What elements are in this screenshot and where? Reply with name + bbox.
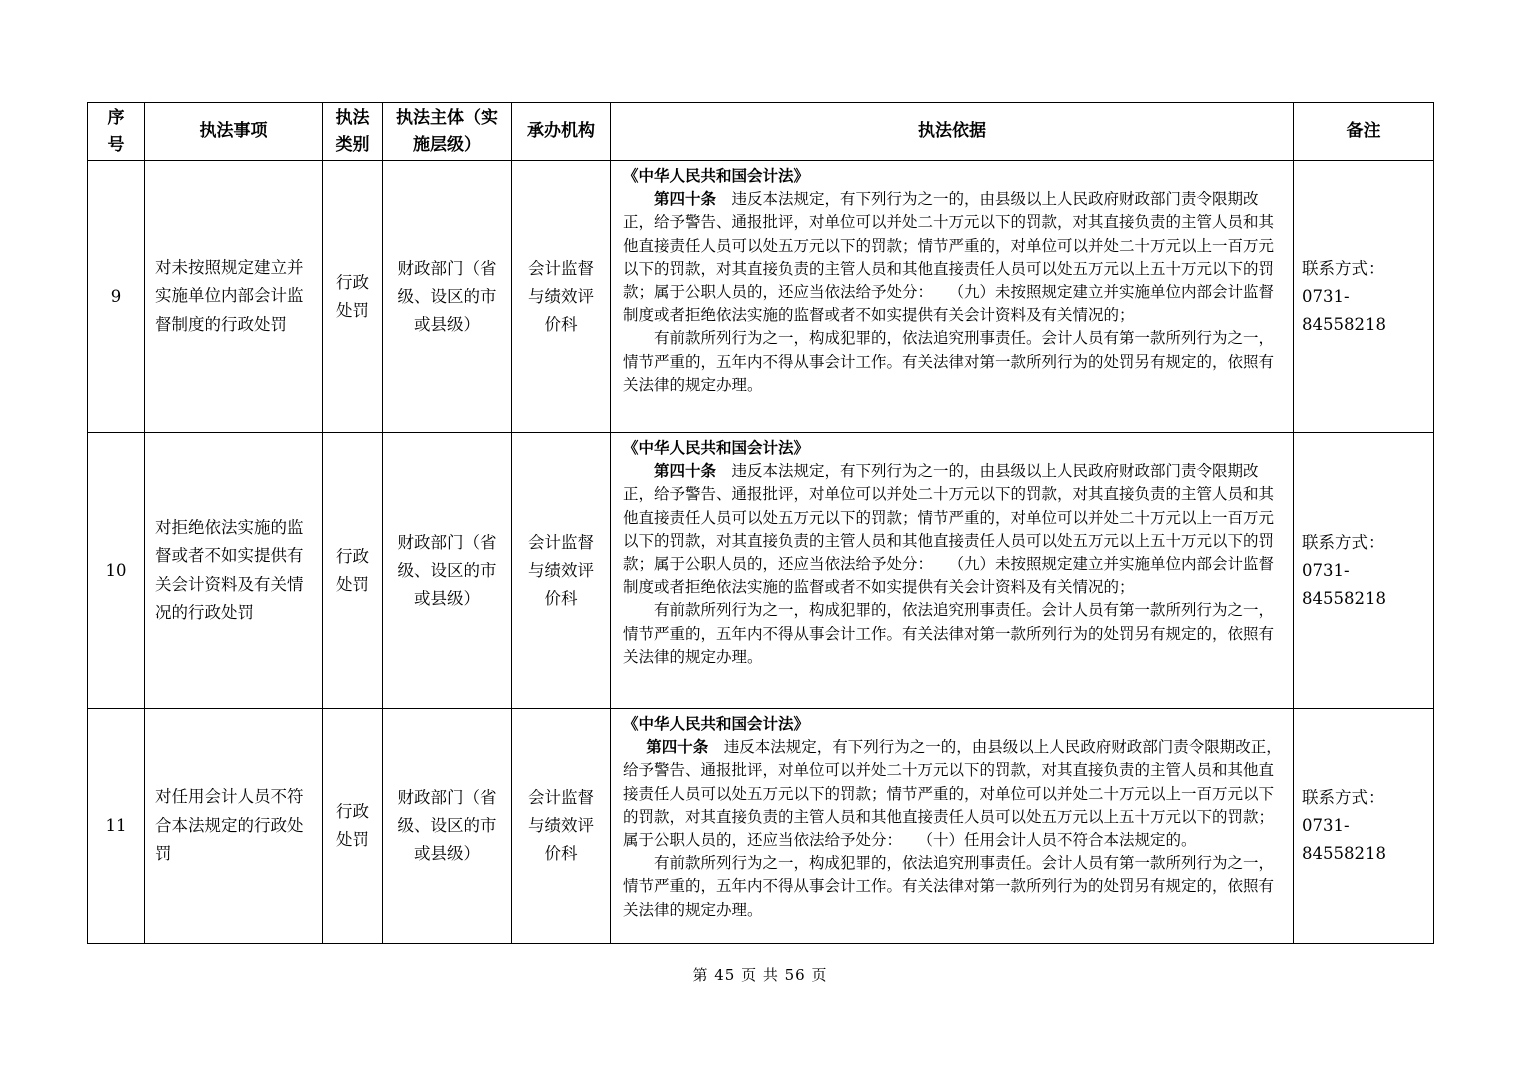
article-text: 违反本法规定，有下列行为之一的，由县级以上人民政府财政部门责令限期改正，给予警告、通报批评，对单位可以并处二十万元以下的罚款，对其直接负责的主管人员和其他直接责任人员可以处五万元以下的罚款；情节严重的，对单位可以并处二十万元以上一百万元以下的罚款，对其直接负责的主管人员和其他直接责任人员可以处五万元以上五十万元以下的罚款；属于公职人员的，还应当依法给予处分： （九）未按照规定建立并实施单位内部会计监督制度或者拒绝依法实施的监督或者不如实提供有关会计资料及有关情况的； <box>623 462 1275 597</box>
cell-item: 对未按照规定建立并实施单位内部会计监督制度的行政处罚 <box>145 161 323 433</box>
cell-category: 行政处罚 <box>323 433 383 709</box>
contact-phone: 0731-84558218 <box>1302 286 1386 334</box>
article-number: 第四十条 <box>654 189 717 209</box>
cell-subject: 财政部门（省级、设区的市或县级） <box>383 161 512 433</box>
cell-agency: 会计监督与绩效评价科 <box>512 709 611 944</box>
header-basis: 执法依据 <box>611 103 1294 161</box>
cell-agency: 会计监督与绩效评价科 <box>512 433 611 709</box>
header-item: 执法事项 <box>145 103 323 161</box>
cell-seq: 9 <box>88 161 145 433</box>
contact-label: 联系方式： <box>1302 532 1385 552</box>
cell-remark <box>1294 161 1434 433</box>
table-row <box>88 433 1434 709</box>
table-row <box>88 161 1434 433</box>
cell-basis <box>611 161 1294 433</box>
header-remark: 备注 <box>1294 103 1434 161</box>
contact-phone: 0731-84558218 <box>1302 816 1386 863</box>
article-paragraph: 有前款所列行为之一，构成犯罪的，依法追究刑事责任。会计人员有第一款所列行为之一，情节严重的，五年内不得从事会计工作。有关法律对第一款所列行为的处罚另有规定的，依照有关法律的规定办理。 <box>623 329 1275 394</box>
article-text: 违反本法规定，有下列行为之一的，由县级以上人民政府财政部门责令限期改正，给予警告、通报批评，对单位可以并处二十万元以下的罚款，对其直接负责的主管人员和其他直接责任人员可以处五万元以下的罚款；情节严重的，对单位可以并处二十万元以上一百万元以下的罚款，对其直接负责的主管人员和其他直接责任人员可以处五万元以上五十万元以下的罚款；属于公职人员的，还应当依法给予处分： （九）未按照规定建立并实施单位内部会计监督制度或者拒绝依法实施的监督或者不如实提供有关会计资料及有关情况的； <box>623 190 1275 325</box>
cell-remark <box>1294 709 1434 944</box>
contact-label: 联系方式： <box>1302 258 1385 278</box>
article-paragraph: 有前款所列行为之一，构成犯罪的，依法追究刑事责任。会计人员有第一款所列行为之一，情节严重的，五年内不得从事会计工作。有关法律对第一款所列行为的处罚另有规定的，依照有关法律的规定办理。 <box>623 601 1275 666</box>
article-number: 第四十条 <box>646 737 709 757</box>
cell-subject: 财政部门（省级、设区的市或县级） <box>383 709 512 944</box>
cell-basis <box>611 709 1294 944</box>
table-row <box>88 709 1434 944</box>
cell-basis <box>611 433 1294 709</box>
cell-agency: 会计监督与绩效评价科 <box>512 161 611 433</box>
cell-subject: 财政部门（省级、设区的市或县级） <box>383 433 512 709</box>
law-title: 《中华人民共和国会计法》 <box>623 438 810 457</box>
cell-category: 行政处罚 <box>323 161 383 433</box>
cell-category: 行政处罚 <box>323 709 383 944</box>
cell-seq: 10 <box>88 433 145 709</box>
header-subject: 执法主体（实施层级） <box>383 103 512 161</box>
contact-label: 联系方式： <box>1302 788 1385 807</box>
header-seq: 序号 <box>88 103 145 161</box>
article-paragraph: 有前款所列行为之一，构成犯罪的，依法追究刑事责任。会计人员有第一款所列行为之一，情节严重的，五年内不得从事会计工作。有关法律对第一款所列行为的处罚另有规定的，依照有关法律的规定办理。 <box>623 854 1275 919</box>
enforcement-table <box>87 102 1434 944</box>
cell-item: 对拒绝依法实施的监督或者不如实提供有关会计资料及有关情况的行政处罚 <box>145 433 323 709</box>
contact-phone: 0731-84558218 <box>1302 560 1386 608</box>
cell-remark <box>1294 433 1434 709</box>
page-footer: 第 45 页 共 56 页 <box>692 966 828 984</box>
law-title: 《中华人民共和国会计法》 <box>623 166 810 185</box>
header-row <box>88 103 1434 161</box>
cell-item: 对任用会计人员不符合本法规定的行政处罚 <box>145 709 323 944</box>
article-text: 违反本法规定，有下列行为之一的，由县级以上人民政府财政部门责令限期改正，给予警告、通报批评，对单位可以并处二十万元以下的罚款，对其直接负责的主管人员和其他直接责任人员可以处五万元以下的罚款；情节严重的，对单位可以并处二十万元以上一百万元以下的罚款，对其直接负责的主管人员和其他直接责任人员可以处五万元以上五十万元以下的罚款；属于公职人员的，还应当依法给予处分： （十）任用会计人员不符合本法规定的。 <box>623 738 1282 850</box>
law-title: 《中华人民共和国会计法》 <box>623 714 810 733</box>
cell-seq: 11 <box>88 709 145 944</box>
header-agency: 承办机构 <box>512 103 611 161</box>
header-category: 执法类别 <box>323 103 383 161</box>
article-number: 第四十条 <box>654 461 717 481</box>
